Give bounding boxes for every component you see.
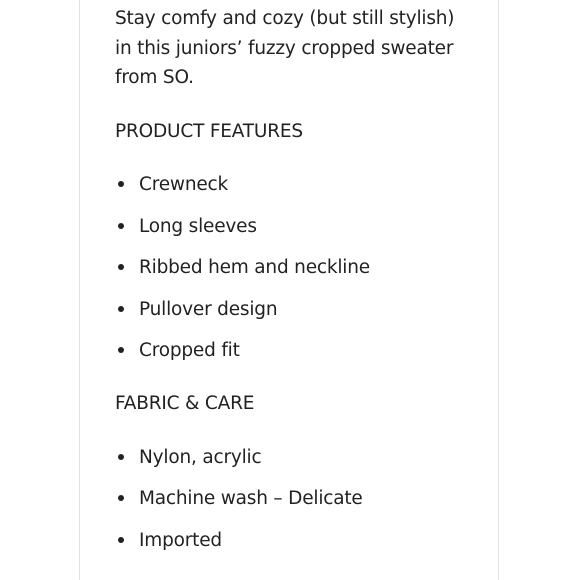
list-item [115,295,465,324]
bullet-icon [118,537,124,543]
list-item-text: Nylon, acrylic [139,446,262,468]
bullet-icon [118,306,124,312]
list-item [115,526,465,555]
fabric-care-list [115,443,465,555]
bullet-icon [118,223,124,229]
bullet-icon [118,181,124,187]
bullet-icon [118,454,124,460]
list-item [115,484,465,513]
list-item [115,212,465,241]
list-item-text: Long sleeves [139,215,257,237]
list-item [115,443,465,472]
list-item-text: Machine wash – Delicate [139,488,363,509]
list-item [115,253,465,282]
product-description-content [115,4,465,555]
list-item [115,170,465,199]
list-item-text: Pullover design [139,298,278,320]
list-item-text: Cropped fit [139,340,240,361]
product-features-heading: PRODUCT FEATURES [115,120,303,142]
bullet-icon [118,264,124,270]
bullet-icon [118,347,124,353]
list-item-text: Imported [139,529,222,551]
list-item [115,336,465,365]
product-intro-text: Stay comfy and cozy (but still stylish) in this juniors’ fuzzy cropped sweater from SO. [115,8,455,88]
list-item-text: Ribbed hem and neckline [139,257,370,278]
list-item-text: Crewneck [139,174,229,195]
fabric-care-heading: FABRIC & CARE [115,393,255,414]
bullet-icon [118,495,124,501]
product-features-list [115,170,465,365]
